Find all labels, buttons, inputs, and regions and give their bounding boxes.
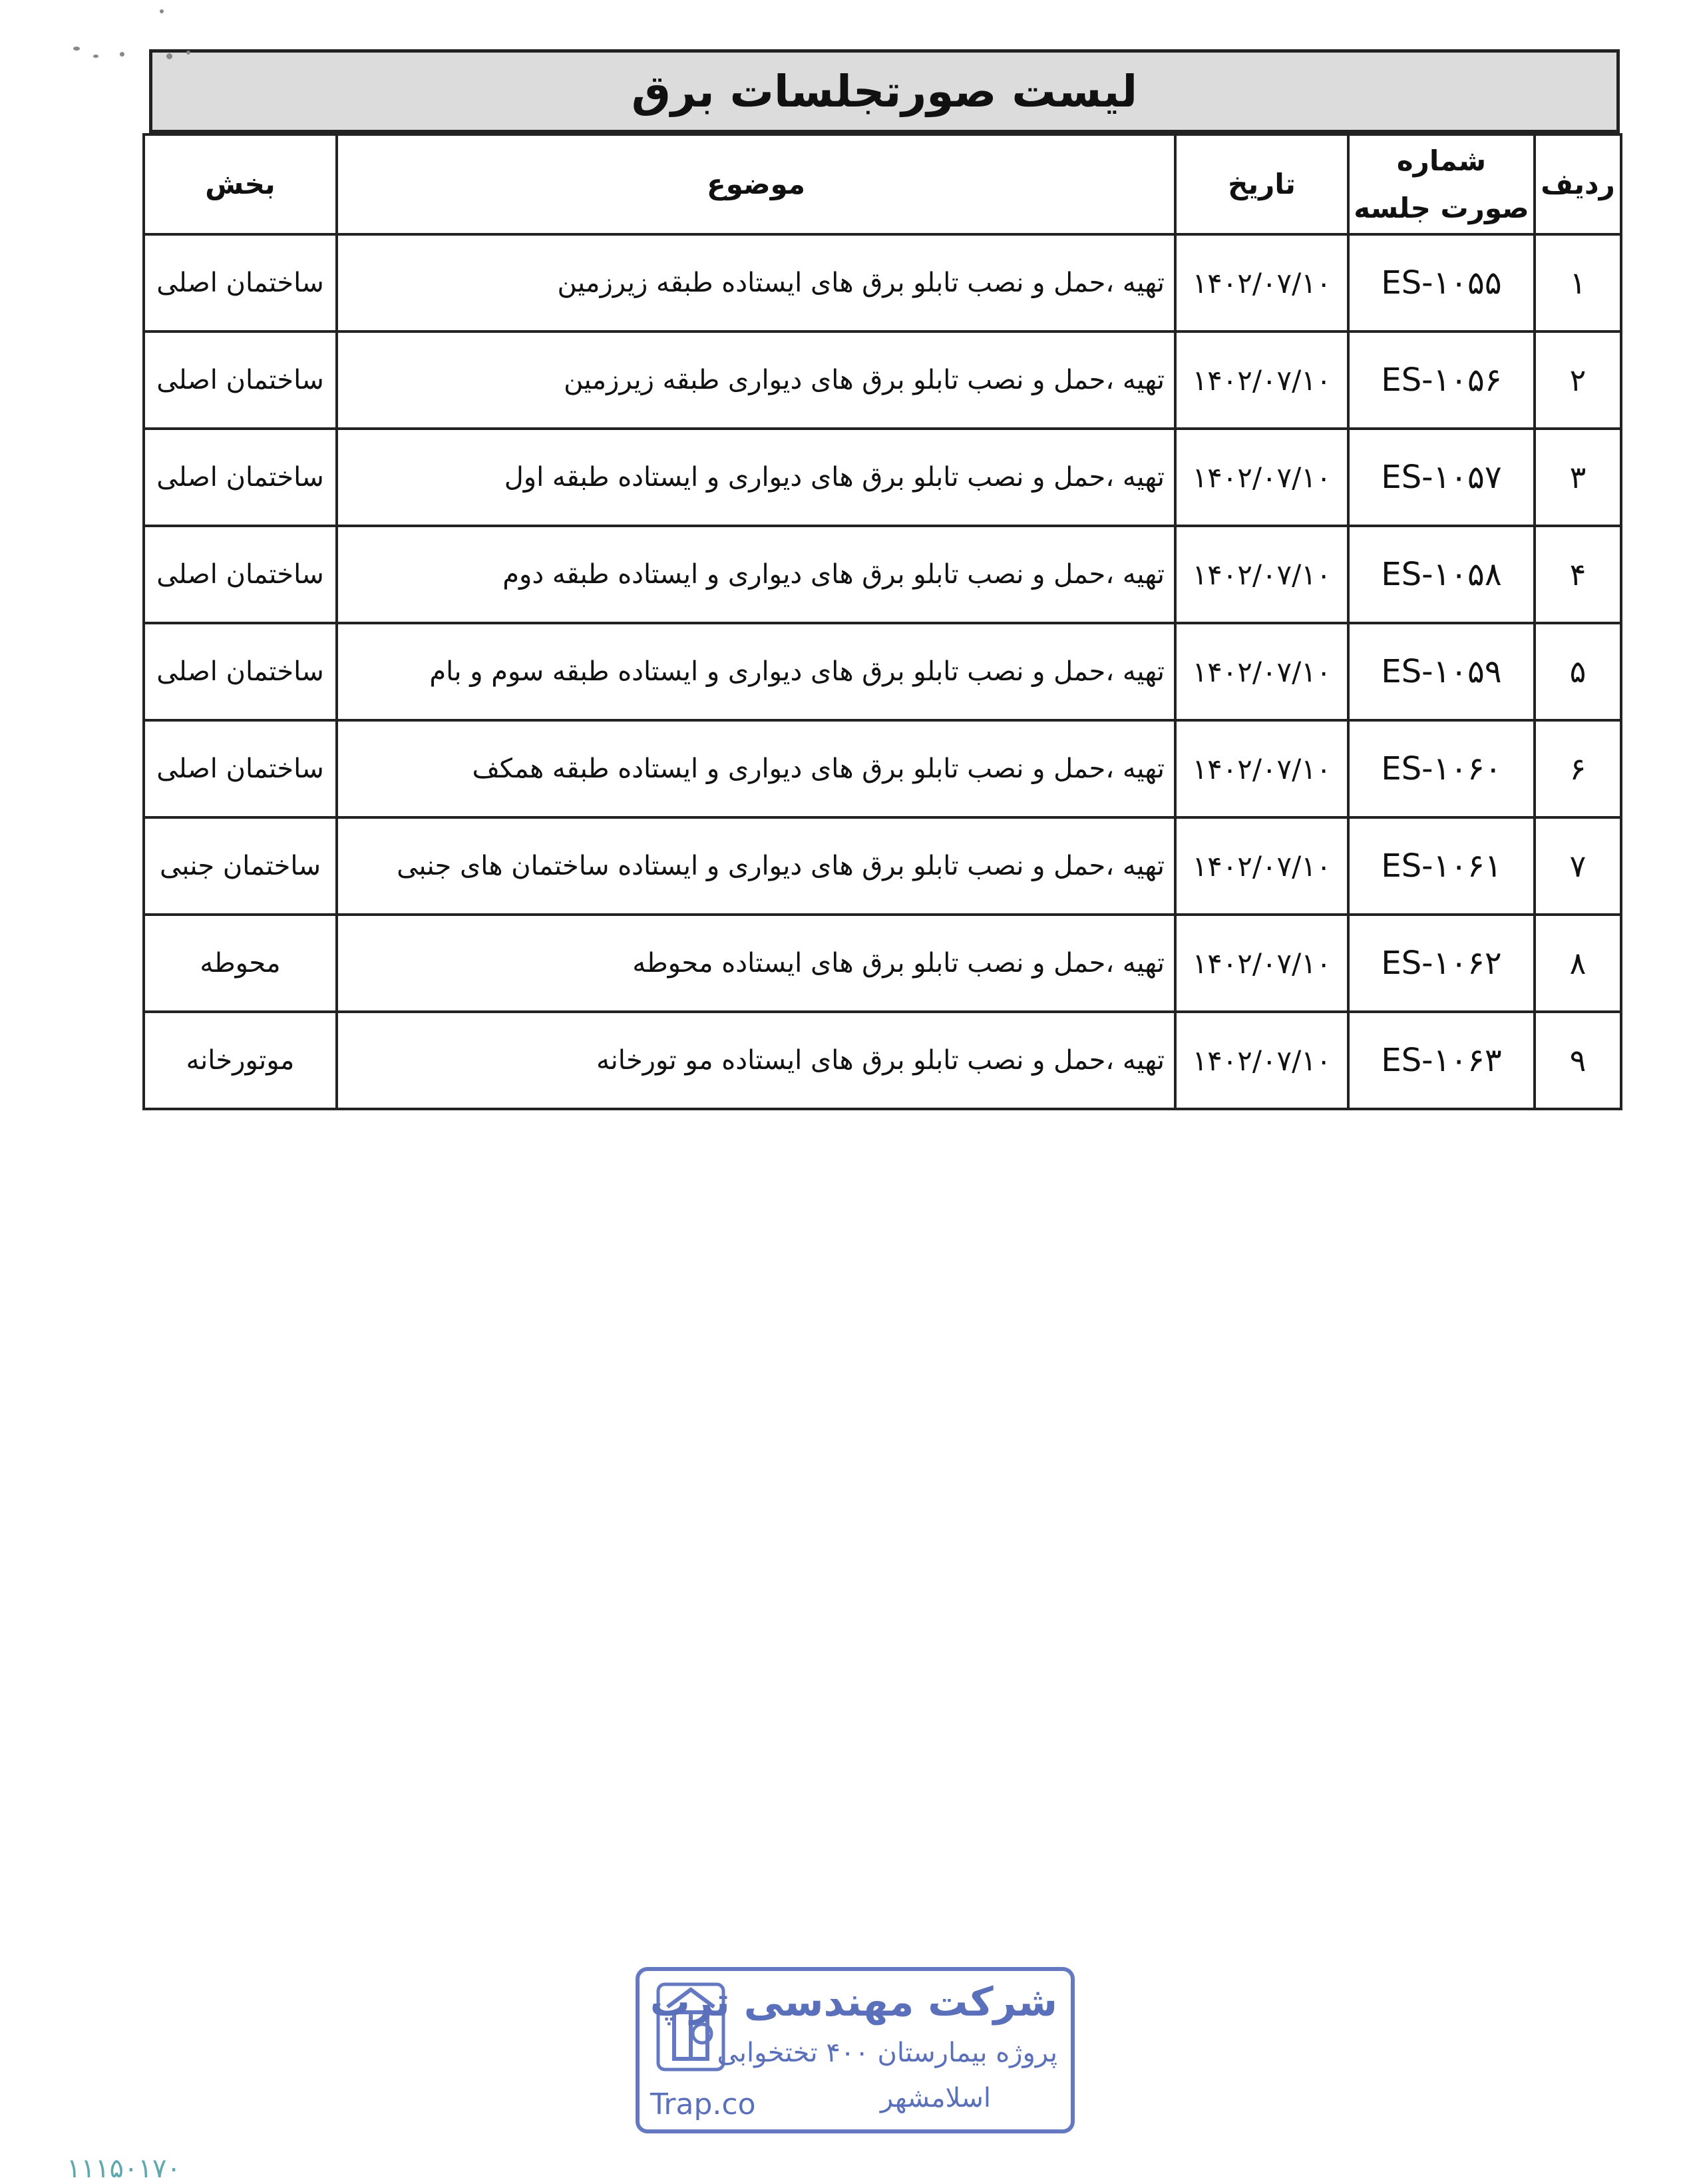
header-section: بخش [144,134,337,234]
table-row [144,915,1621,1012]
row-number: ۳ [1535,429,1621,526]
minutes-date: ۱۴۰۲/۰۷/۱۰ [1175,720,1348,817]
table-row [144,817,1621,915]
company-stamp [636,1967,1075,2133]
minutes-section: ساختمان جنبی [144,817,337,915]
minutes-date: ۱۴۰۲/۰۷/۱۰ [1175,526,1348,623]
scan-speck [73,47,80,51]
minutes-subject: تهیه ،حمل و نصب تابلو برق های دیواری و ایستاده طبقه همکف [337,720,1175,817]
header-minutes-number: شماره صورت جلسه [1348,134,1535,234]
table-row [144,429,1621,526]
minutes-section: محوطه [144,915,337,1012]
minutes-date: ۱۴۰۲/۰۷/۱۰ [1175,817,1348,915]
row-number: ۲ [1535,331,1621,429]
row-number: ۱ [1535,234,1621,331]
stamp-company-name: شرکت مهندسی ترپ [650,1979,1057,2026]
title-box [149,49,1620,133]
row-number: ۴ [1535,526,1621,623]
row-number: ۹ [1535,1012,1621,1109]
minutes-date: ۱۴۰۲/۰۷/۱۰ [1175,623,1348,720]
scan-speck [166,53,172,59]
minutes-code: ES-۱۰۵۹ [1348,623,1535,720]
minutes-code: ES-۱۰۵۸ [1348,526,1535,623]
scan-speck [120,52,124,57]
minutes-subject: تهیه ،حمل و نصب تابلو برق های دیواری طبقه زیرزمین [337,331,1175,429]
minutes-subject: تهیه ،حمل و نصب تابلو برق های دیواری و ایستاده طبقه سوم و بام [337,623,1175,720]
minutes-subject: تهیه ،حمل و نصب تابلو برق های دیواری و ایستاده ساختمان های جنبی [337,817,1175,915]
minutes-table [142,133,1622,1110]
row-number: ۶ [1535,720,1621,817]
corner-note: ۱۱۱۵۰۱۷۰ [67,2153,181,2184]
minutes-subject: تهیه ،حمل و نصب تابلو برق های ایستاده محوطه [337,915,1175,1012]
header-row-number: ردیف [1535,134,1621,234]
minutes-date: ۱۴۰۲/۰۷/۱۰ [1175,234,1348,331]
table-row [144,526,1621,623]
table-row [144,720,1621,817]
minutes-subject: تهیه ،حمل و نصب تابلو برق های ایستاده طبقه زیرزمین [337,234,1175,331]
table-row [144,331,1621,429]
row-number: ۸ [1535,915,1621,1012]
minutes-section: موتورخانه [144,1012,337,1109]
minutes-code: ES-۱۰۶۳ [1348,1012,1535,1109]
minutes-section: ساختمان اصلی [144,429,337,526]
minutes-date: ۱۴۰۲/۰۷/۱۰ [1175,915,1348,1012]
minutes-code: ES-۱۰۵۵ [1348,234,1535,331]
minutes-subject: تهیه ،حمل و نصب تابلو برق های دیواری و ایستاده طبقه دوم [337,526,1175,623]
minutes-code: ES-۱۰۵۷ [1348,429,1535,526]
header-date: تاریخ [1175,134,1348,234]
page-title: لیست صورتجلسات برق [631,65,1138,117]
row-number: ۷ [1535,817,1621,915]
minutes-code: ES-۱۰۶۰ [1348,720,1535,817]
table-row [144,1012,1621,1109]
stamp-project-name: پروژه بیمارستان ۴۰۰ تختخوابی [717,2038,1057,2068]
stamp-brand: Trap.co [650,2087,756,2121]
scan-speck [186,51,190,55]
minutes-date: ۱۴۰۲/۰۷/۱۰ [1175,1012,1348,1109]
minutes-subject: تهیه ،حمل و نصب تابلو برق های ایستاده مو تورخانه [337,1012,1175,1109]
scan-speck [93,55,98,58]
minutes-section: ساختمان اصلی [144,623,337,720]
row-number: ۵ [1535,623,1621,720]
minutes-date: ۱۴۰۲/۰۷/۱۰ [1175,331,1348,429]
minutes-section: ساختمان اصلی [144,331,337,429]
minutes-section: ساختمان اصلی [144,720,337,817]
header-subject: موضوع [337,134,1175,234]
minutes-code: ES-۱۰۶۱ [1348,817,1535,915]
minutes-section: ساختمان اصلی [144,526,337,623]
minutes-code: ES-۱۰۵۶ [1348,331,1535,429]
table-header-row [144,134,1621,234]
scan-speck [160,9,164,13]
minutes-section: ساختمان اصلی [144,234,337,331]
table-row [144,234,1621,331]
minutes-code: ES-۱۰۶۲ [1348,915,1535,1012]
table-row [144,623,1621,720]
stamp-city: اسلامشهر [880,2083,991,2113]
minutes-date: ۱۴۰۲/۰۷/۱۰ [1175,429,1348,526]
minutes-subject: تهیه ،حمل و نصب تابلو برق های دیواری و ایستاده طبقه اول [337,429,1175,526]
